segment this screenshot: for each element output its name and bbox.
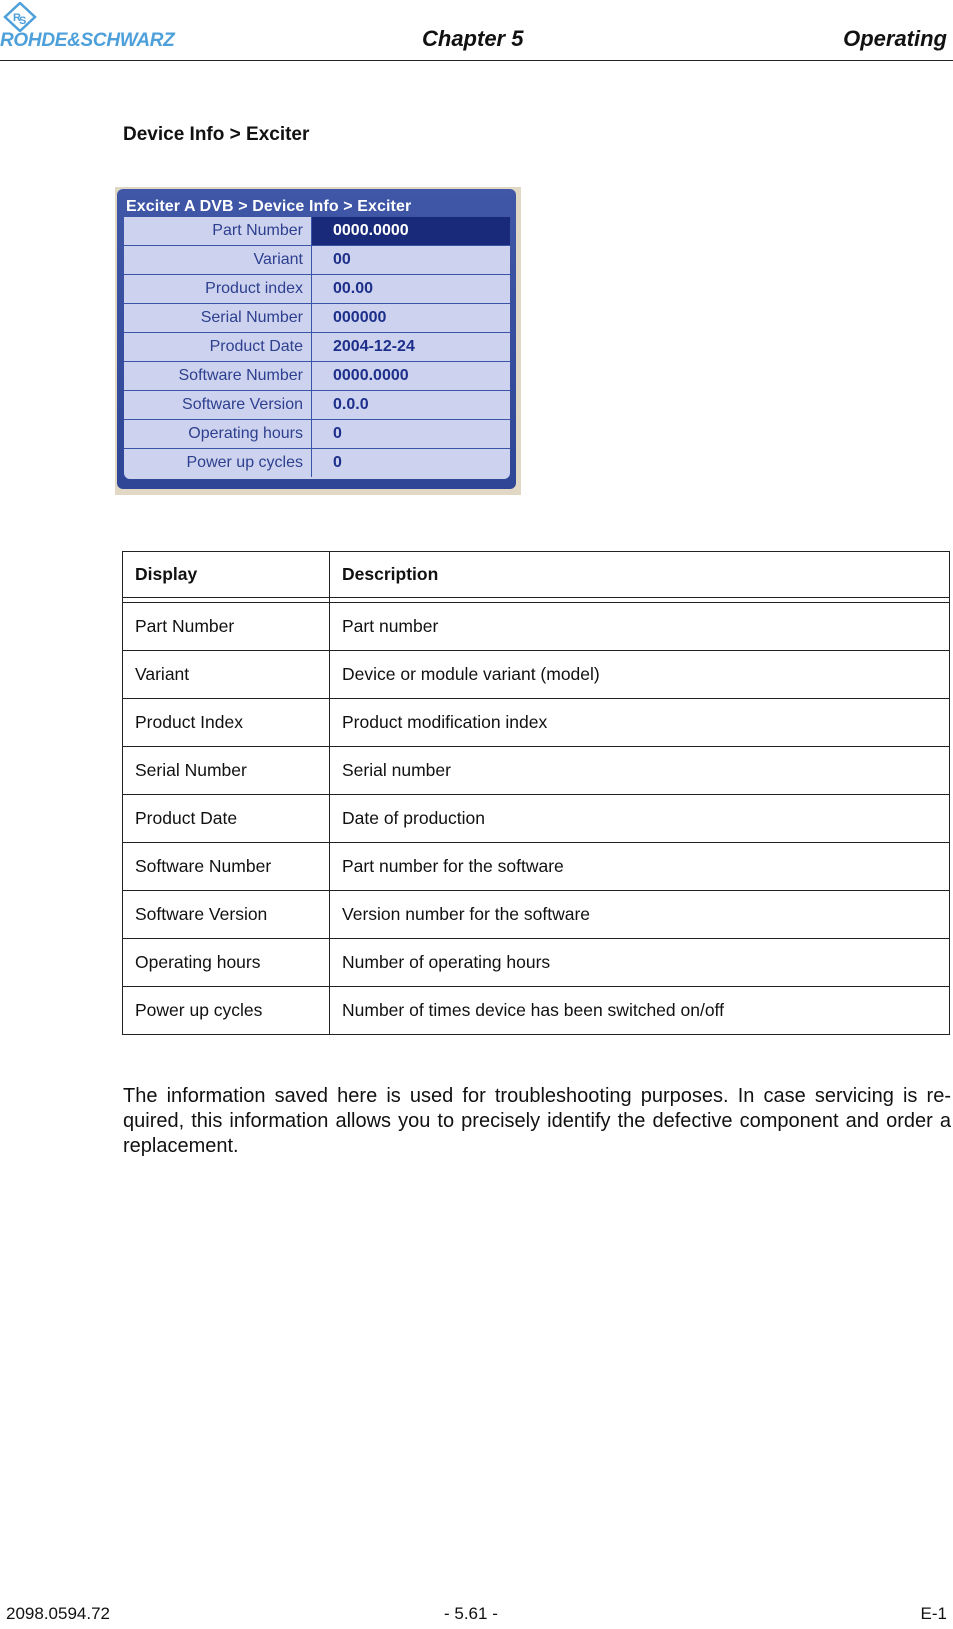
description-cell: Number of times device has been switched on/off [330,987,950,1035]
footer-page-number: - 5.61 - [444,1604,498,1623]
table-row [123,699,950,747]
info-row-power-up-cycles[interactable] [124,449,510,478]
rohde-schwarz-logo [0,2,230,52]
info-label: Software Number [124,362,312,390]
table-header-row [123,552,950,598]
info-label: Part Number [124,217,312,245]
info-row-software-number[interactable] [124,362,510,391]
device-info-list [124,217,510,479]
info-label: Product Date [124,333,312,361]
description-cell: Number of operating hours [330,939,950,987]
chapter-title: Chapter 5 [422,26,524,51]
footer-edition: E-1 [920,1604,947,1623]
info-value: 0000.0000 [312,217,510,245]
description-cell: Product modification index [330,699,950,747]
window-title: Exciter A DVB > Device Info > Exciter [126,198,412,215]
footer-doc-number: 2098.0594.72 [6,1604,110,1623]
display-cell: Operating hours [123,939,330,987]
table-row [123,987,950,1035]
description-cell: Device or module variant (model) [330,651,950,699]
description-cell: Serial number [330,747,950,795]
column-header-display: Display [123,552,330,598]
info-row-operating-hours[interactable] [124,420,510,449]
description-table [122,551,950,1035]
info-row-product-date[interactable] [124,333,510,362]
info-value: 000000 [333,309,387,326]
description-cell: Part number [330,603,950,651]
info-value: 0 [333,454,342,471]
display-cell: Product Index [123,699,330,747]
info-label: Software Version [124,391,312,419]
info-value: 00.00 [333,280,374,297]
table-row [123,939,950,987]
info-value: 00 [333,251,351,268]
info-value: 2004-12-24 [333,338,415,355]
table-row [123,843,950,891]
table-row [123,603,950,651]
page-header [0,0,953,62]
description-cell: Part number for the software [330,843,950,891]
display-cell: Software Version [123,891,330,939]
rs-diamond-icon [2,2,38,32]
display-cell: Power up cycles [123,987,330,1035]
info-label: Power up cycles [124,449,312,477]
info-row-variant[interactable] [124,246,510,275]
info-value: 0000.0000 [333,367,409,384]
table-row [123,891,950,939]
info-row-software-version[interactable] [124,391,510,420]
info-label: Product index [124,275,312,303]
svg-text:R: R [13,12,21,24]
body-paragraph: The information saved here is used for troubleshooting purposes. In case servicing is re-quired, this information allows you to precisely identify the defective component and order a replacement. [123,1085,951,1157]
description-cell: Date of production [330,795,950,843]
display-cell: Serial Number [123,747,330,795]
info-label: Serial Number [124,304,312,332]
window-frame [117,189,516,489]
svg-text:S: S [19,15,27,27]
info-label: Variant [124,246,312,274]
info-row-part-number[interactable] [124,217,510,246]
table-row [123,747,950,795]
table-row [123,795,950,843]
header-divider [0,60,953,61]
info-row-product-index[interactable] [124,275,510,304]
device-info-window [115,187,521,495]
page-heading: Device Info > Exciter [123,124,310,145]
column-header-description: Description [330,552,950,598]
display-cell: Software Number [123,843,330,891]
description-cell: Version number for the software [330,891,950,939]
display-cell: Variant [123,651,330,699]
table-row [123,651,950,699]
logo-text: ROHDE&SCHWARZ [0,30,175,51]
info-value: 0.0.0 [333,396,369,413]
info-row-serial-number[interactable] [124,304,510,333]
display-cell: Part Number [123,603,330,651]
display-cell: Product Date [123,795,330,843]
info-label: Operating hours [124,420,312,448]
section-title: Operating [843,26,947,51]
info-value: 0 [333,425,342,442]
